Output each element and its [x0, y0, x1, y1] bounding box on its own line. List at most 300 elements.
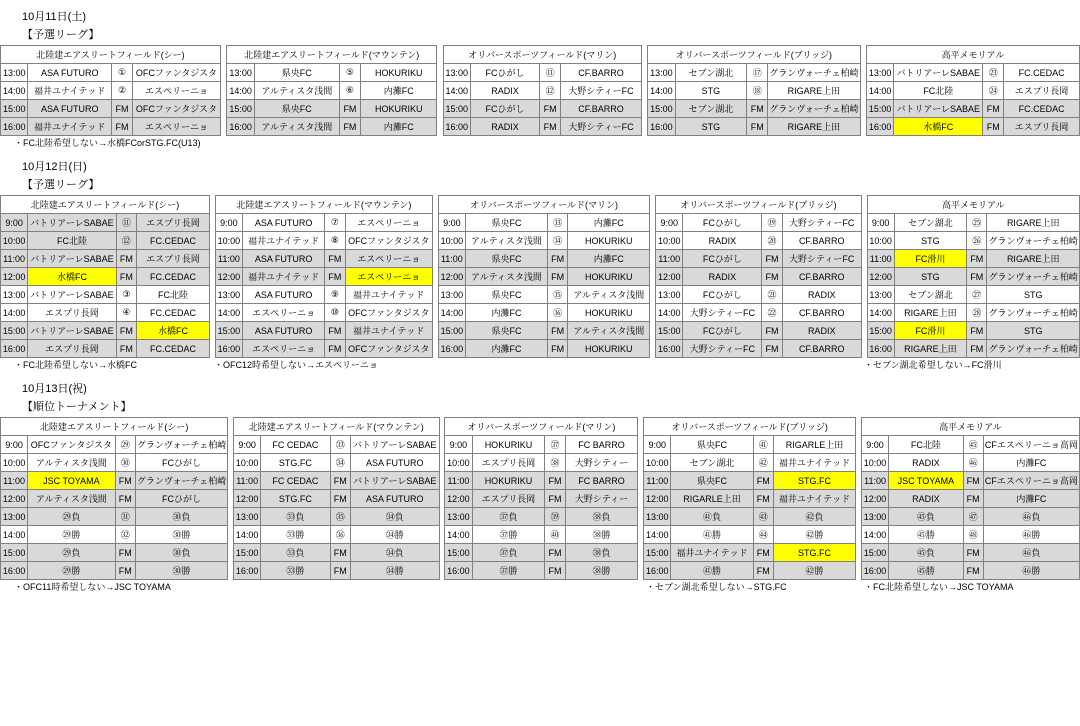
match-id: ㉓ [983, 64, 1004, 82]
team-right: エスプリ長岡 [1004, 82, 1080, 100]
match-id: FM [747, 118, 768, 136]
team-right: グランヴォーチェ柏崎 [987, 232, 1080, 250]
match-time: 10:00 [445, 454, 472, 472]
team-left: 水橋FC [28, 268, 117, 286]
match-time: 15:00 [234, 544, 261, 562]
team-right: HOKURIKU [568, 232, 650, 250]
match-row [1, 232, 1080, 250]
team-right: OFCファンタジスタ [345, 304, 432, 322]
match-time: 13:00 [648, 64, 675, 82]
match-time: 16:00 [644, 562, 671, 580]
match-id: FM [330, 472, 350, 490]
match-id: FM [983, 118, 1004, 136]
match-row [1, 64, 1080, 82]
match-time: 11:00 [215, 250, 242, 268]
match-time: 10:00 [861, 454, 888, 472]
team-left: STG [675, 118, 747, 136]
match-id: FM [339, 118, 361, 136]
notes-row [6, 136, 1080, 150]
team-right: ㉚負 [135, 508, 227, 526]
team-right: 内灘FC [568, 214, 650, 232]
team-right: FC.CEDAC [137, 268, 210, 286]
team-right: FC.CEDAC [137, 304, 210, 322]
team-left: RIGARE上田 [894, 304, 966, 322]
team-left: STG.FC [261, 490, 330, 508]
team-right: 大野シティーFC [782, 214, 861, 232]
match-time: 13:00 [866, 64, 893, 82]
team-left: ㉝勝 [261, 562, 330, 580]
team-right: 大野シティーFC [561, 118, 642, 136]
day-section [0, 150, 1080, 372]
team-right: ㊷勝 [773, 562, 855, 580]
team-right: エスプリ長岡 [137, 214, 210, 232]
match-time: 10:00 [656, 232, 683, 250]
match-id: ⑱ [747, 82, 768, 100]
team-left: RADIX [683, 268, 762, 286]
team-right: FC北陸 [137, 286, 210, 304]
match-id: FM [330, 562, 350, 580]
team-right: エスプリ長岡 [1004, 118, 1080, 136]
team-right: RIGARE上田 [987, 214, 1080, 232]
team-left: セブン湖北 [894, 286, 966, 304]
match-time: 16:00 [648, 118, 675, 136]
notes-row [6, 358, 1080, 372]
match-time: 13:00 [215, 286, 242, 304]
team-left: アルティスタ浅間 [465, 268, 547, 286]
match-time: 11:00 [445, 472, 472, 490]
schedule-table [0, 195, 1080, 358]
team-right: ㊻負 [983, 544, 1079, 562]
match-time: 14:00 [861, 526, 888, 544]
team-right: ASA FUTURO [350, 454, 439, 472]
match-time: 14:00 [656, 304, 683, 322]
match-time: 14:00 [445, 526, 472, 544]
team-right: CFエスペリーニョ高岡 [983, 436, 1079, 454]
team-left: エスプリ長岡 [472, 454, 545, 472]
match-time: 16:00 [1, 340, 28, 358]
venue-header: 北陸建エアスリートフィールド(マウンテン) [234, 418, 439, 436]
team-right: FC BARRO [565, 472, 638, 490]
match-id: ⑪ [116, 214, 136, 232]
team-right: ㉞負 [350, 508, 439, 526]
match-time: 12:00 [867, 268, 894, 286]
team-left: エスプリ長岡 [472, 490, 545, 508]
match-id: ㉜ [115, 526, 135, 544]
match-time: 16:00 [1, 118, 28, 136]
match-time: 11:00 [234, 472, 261, 490]
match-id: ㉞ [330, 454, 350, 472]
team-right: RADIX [782, 286, 861, 304]
match-id: ③ [116, 286, 136, 304]
match-id: FM [540, 118, 561, 136]
team-right: ASA FUTURO [350, 490, 439, 508]
team-left: 県央FC [254, 64, 339, 82]
team-left: ㊶勝 [671, 526, 753, 544]
match-time: 14:00 [443, 82, 470, 100]
match-row [1, 82, 1080, 100]
team-right: グランヴォーチェ柏崎 [135, 436, 227, 454]
team-right: STG.FC [773, 544, 855, 562]
team-left: ㉝負 [261, 508, 330, 526]
match-id: FM [753, 544, 773, 562]
team-right: ㉚勝 [135, 526, 227, 544]
team-right: OFCファンタジスタ [132, 100, 220, 118]
team-right: RIGARE上田 [768, 82, 860, 100]
match-time: 15:00 [866, 100, 893, 118]
team-right: ㉞負 [350, 544, 439, 562]
team-left: RADIX [889, 454, 963, 472]
match-id: ⑤ [339, 64, 361, 82]
team-left: アルティスタ浅間 [254, 118, 339, 136]
team-left: セブン湖北 [894, 214, 966, 232]
note-text: ・FC北陸希望しない→水橋FC [14, 360, 137, 370]
team-left: バトリアーレSABAE [28, 250, 117, 268]
match-id: ⑥ [339, 82, 361, 100]
team-left: ASA FUTURO [28, 64, 112, 82]
team-left: STG [894, 268, 966, 286]
team-right: 大野シティー [565, 454, 638, 472]
match-id: ⑯ [548, 304, 568, 322]
match-time: 13:00 [861, 508, 888, 526]
team-left: ㊲勝 [472, 562, 545, 580]
match-time: 12:00 [1, 268, 28, 286]
team-right: HOKURIKU [361, 64, 437, 82]
match-id: FM [115, 490, 135, 508]
team-left: FC CEDAC [261, 472, 330, 490]
team-left: エスペリーニョ [243, 340, 325, 358]
team-left: STG [675, 82, 747, 100]
team-right: 大野シティーFC [782, 250, 861, 268]
team-left: 県央FC [254, 100, 339, 118]
team-right: HOKURIKU [361, 100, 437, 118]
team-right: エスペリーニョ [345, 214, 432, 232]
match-id: ㉚ [115, 454, 135, 472]
match-id: ㊴ [545, 508, 565, 526]
match-id: FM [967, 268, 987, 286]
match-id: ㊻ [963, 454, 983, 472]
match-id: FM [116, 250, 136, 268]
team-left: RADIX [471, 82, 540, 100]
match-time: 13:00 [867, 286, 894, 304]
team-left: FC滑川 [894, 250, 966, 268]
venue-header-row [1, 46, 1080, 64]
match-id: FM [116, 340, 136, 358]
match-id: ⑦ [325, 214, 345, 232]
match-time: 15:00 [445, 544, 472, 562]
match-id: ㉖ [967, 232, 987, 250]
match-time: 9:00 [644, 436, 671, 454]
team-right: バトリアーレSABAE [350, 436, 439, 454]
match-id: ⑲ [762, 214, 782, 232]
venue-header-row [1, 418, 1080, 436]
match-time: 14:00 [648, 82, 675, 100]
team-left: バトリアーレSABAE [894, 100, 983, 118]
team-right: 内灘FC [568, 250, 650, 268]
match-id: ㊶ [753, 436, 773, 454]
match-id: FM [115, 562, 135, 580]
match-time: 15:00 [443, 100, 470, 118]
match-id: FM [967, 250, 987, 268]
team-right: ㉞勝 [350, 562, 439, 580]
match-time: 9:00 [1, 436, 28, 454]
match-row [1, 286, 1080, 304]
match-time: 9:00 [1, 214, 28, 232]
match-time: 13:00 [1, 508, 28, 526]
match-time: 14:00 [1, 304, 28, 322]
match-time: 14:00 [644, 526, 671, 544]
day-section [0, 0, 1080, 150]
team-left: エスプリ長岡 [28, 340, 117, 358]
team-left: FCひがし [683, 250, 762, 268]
match-time: 13:00 [234, 508, 261, 526]
team-left: FCひがし [683, 322, 762, 340]
note-text: ・OFC12時希望しない→エスペリーニョ [214, 360, 379, 370]
team-right: STG.FC [773, 472, 855, 490]
team-left: 県央FC [465, 322, 547, 340]
team-right: FC.CEDAC [1004, 64, 1080, 82]
team-left: FC北陸 [28, 232, 117, 250]
team-right: 内灘FC [361, 118, 437, 136]
match-row [1, 490, 1080, 508]
team-left: セブン湖北 [675, 100, 747, 118]
match-row [1, 454, 1080, 472]
match-id: ㊲ [545, 436, 565, 454]
notes-row [6, 580, 1080, 594]
match-time: 15:00 [656, 322, 683, 340]
team-left: RADIX [471, 118, 540, 136]
match-row [1, 250, 1080, 268]
team-left: ㉙負 [28, 508, 115, 526]
team-left: バトリアーレSABAE [894, 64, 983, 82]
team-right: FCひがし [135, 454, 227, 472]
match-time: 14:00 [215, 304, 242, 322]
team-left: ASA FUTURO [243, 250, 325, 268]
match-row [1, 118, 1080, 136]
match-id: ㉑ [762, 286, 782, 304]
match-id: ㉛ [115, 508, 135, 526]
match-time: 15:00 [644, 544, 671, 562]
team-right: グランヴォーチェ柏崎 [768, 100, 860, 118]
team-right: OFCファンタジスタ [345, 340, 432, 358]
match-time: 15:00 [438, 322, 465, 340]
team-right: FCひがし [135, 490, 227, 508]
team-left: OFCファンタジスタ [28, 436, 115, 454]
match-time: 10:00 [1, 232, 28, 250]
match-time: 16:00 [215, 340, 242, 358]
team-right: ㊳負 [565, 544, 638, 562]
note-text: ・FC北陸希望しない→水橋FCorSTG.FC(U13) [14, 138, 201, 148]
note-text: ・FC北陸希望しない→JSC TOYAMA [864, 582, 1014, 592]
note-text: ・セブン湖北希望しない→STG.FC [646, 582, 787, 592]
team-left: ㊶負 [671, 508, 753, 526]
venue-header: 高平メモリアル [866, 46, 1079, 64]
match-row [1, 268, 1080, 286]
team-right: STG [987, 286, 1080, 304]
match-id: ⑰ [747, 64, 768, 82]
match-id: ㊱ [330, 526, 350, 544]
match-time: 16:00 [227, 118, 255, 136]
team-left: 内灘FC [465, 304, 547, 322]
team-left: アルティスタ浅間 [465, 232, 547, 250]
team-left: ASA FUTURO [28, 100, 112, 118]
team-left: バトリアーレSABAE [28, 214, 117, 232]
venue-header: 北陸建エアスリートフィールド(シー) [1, 418, 228, 436]
match-time: 15:00 [227, 100, 255, 118]
match-id: FM [762, 268, 782, 286]
match-id: ㉘ [967, 304, 987, 322]
match-time: 16:00 [656, 340, 683, 358]
team-right: ㉞勝 [350, 526, 439, 544]
venue-header: 北陸建エアスリートフィールド(シー) [1, 46, 221, 64]
match-id: FM [545, 472, 565, 490]
venue-header: オリバースポーツフィールド(ブリッジ) [656, 196, 862, 214]
match-time: 16:00 [1, 562, 28, 580]
team-left: 大野シティーFC [683, 304, 762, 322]
match-id: FM [112, 100, 133, 118]
match-time: 16:00 [861, 562, 888, 580]
match-time: 15:00 [1, 322, 28, 340]
section-label: 【予選リーグ】 [22, 179, 100, 191]
team-right: グランヴォーチェ柏崎 [135, 472, 227, 490]
team-left: FCひがし [683, 214, 762, 232]
venue-header: オリバースポーツフィールド(ブリッジ) [648, 46, 860, 64]
match-time: 11:00 [1, 250, 28, 268]
team-right: RIGARE上田 [768, 118, 860, 136]
team-left: FC北陸 [894, 82, 983, 100]
team-left: HOKURIKU [472, 472, 545, 490]
match-time: 15:00 [861, 544, 888, 562]
match-id: FM [967, 322, 987, 340]
match-id: FM [967, 340, 987, 358]
match-time: 13:00 [1, 286, 28, 304]
team-left: ㉙負 [28, 544, 115, 562]
match-id: FM [762, 340, 782, 358]
team-right: STG [987, 322, 1080, 340]
team-left: ㉙勝 [28, 562, 115, 580]
match-id: FM [963, 490, 983, 508]
match-time: 14:00 [234, 526, 261, 544]
team-left: 県央FC [671, 436, 753, 454]
section-label: 【予選リーグ】 [22, 29, 100, 41]
match-time: 16:00 [445, 562, 472, 580]
match-time: 15:00 [215, 322, 242, 340]
match-row [1, 526, 1080, 544]
team-right: CFエスペリーニョ高岡 [983, 472, 1079, 490]
team-left: ㉝勝 [261, 526, 330, 544]
team-right: 内灘FC [361, 82, 437, 100]
match-time: 16:00 [443, 118, 470, 136]
team-left: ㊲負 [472, 508, 545, 526]
team-right: 大野シティーFC [561, 82, 642, 100]
match-time: 9:00 [215, 214, 242, 232]
match-id: FM [548, 322, 568, 340]
team-left: FCひがし [683, 286, 762, 304]
team-left: FC北陸 [889, 436, 963, 454]
team-right: 福井ユナイテッド [345, 322, 432, 340]
team-left: RADIX [889, 490, 963, 508]
match-id: FM [963, 562, 983, 580]
team-left: 福井ユナイテッド [243, 268, 325, 286]
match-id: FM [548, 250, 568, 268]
team-right: 福井ユナイテッド [345, 286, 432, 304]
match-time: 11:00 [867, 250, 894, 268]
venue-header: 北陸建エアスリートフィールド(マウンテン) [227, 46, 437, 64]
team-right: エスペリーニョ [345, 268, 432, 286]
match-time: 13:00 [438, 286, 465, 304]
match-time: 13:00 [443, 64, 470, 82]
match-time: 11:00 [861, 472, 888, 490]
team-left: セブン湖北 [675, 64, 747, 82]
team-right: CF.BARRO [782, 232, 861, 250]
match-id: FM [747, 100, 768, 118]
team-left: 福井ユナイテッド [28, 82, 112, 100]
match-time: 16:00 [234, 562, 261, 580]
team-right: エスペリーニョ [345, 250, 432, 268]
match-id: ㉔ [983, 82, 1004, 100]
venue-header: オリバースポーツフィールド(ブリッジ) [644, 418, 856, 436]
match-time: 15:00 [648, 100, 675, 118]
team-left: セブン湖北 [671, 454, 753, 472]
match-time: 11:00 [656, 250, 683, 268]
team-left: 県央FC [671, 472, 753, 490]
match-time: 9:00 [656, 214, 683, 232]
match-id: FM [325, 268, 345, 286]
team-left: バトリアーレSABAE [28, 322, 117, 340]
schedule-table [0, 417, 1080, 580]
team-left: JSC TOYAMA [28, 472, 115, 490]
match-id: ⑨ [325, 286, 345, 304]
team-right: 大野シティー [565, 490, 638, 508]
venue-header: オリバースポーツフィールド(マリン) [445, 418, 638, 436]
team-left: ASA FUTURO [243, 322, 325, 340]
match-time: 10:00 [644, 454, 671, 472]
team-right: 水橋FC [137, 322, 210, 340]
team-right: アルティスタ浅間 [568, 286, 650, 304]
team-left: JSC TOYAMA [889, 472, 963, 490]
match-time: 12:00 [215, 268, 242, 286]
team-left: エスペリーニョ [243, 304, 325, 322]
team-left: 福井ユナイテッド [28, 118, 112, 136]
team-right: ㊷勝 [773, 526, 855, 544]
team-right: ㊻負 [983, 508, 1079, 526]
team-left: ㊺勝 [889, 526, 963, 544]
date-label: 10月13日(祝) [22, 383, 87, 395]
match-row [1, 544, 1080, 562]
team-right: ㊳勝 [565, 562, 638, 580]
match-id: ㊽ [963, 526, 983, 544]
match-id: ⑪ [540, 64, 561, 82]
match-row [1, 214, 1080, 232]
match-time: 16:00 [866, 118, 893, 136]
team-right: 福井ユナイテッド [773, 454, 855, 472]
date-label: 10月12日(日) [22, 161, 87, 173]
team-right: ㉚勝 [135, 562, 227, 580]
team-right: RADIX [782, 322, 861, 340]
team-right: アルティスタ浅間 [568, 322, 650, 340]
team-left: 県央FC [465, 214, 547, 232]
match-id: FM [325, 340, 345, 358]
match-id: ㊸ [753, 508, 773, 526]
venue-header: 高平メモリアル [861, 418, 1079, 436]
team-right: HOKURIKU [568, 340, 650, 358]
match-id: FM [115, 544, 135, 562]
team-left: 大野シティーFC [683, 340, 762, 358]
match-id: ㊳ [545, 454, 565, 472]
team-right: FC.CEDAC [137, 232, 210, 250]
match-id: FM [339, 100, 361, 118]
venue-header: 高平メモリアル [867, 196, 1079, 214]
match-time: 12:00 [1, 490, 28, 508]
